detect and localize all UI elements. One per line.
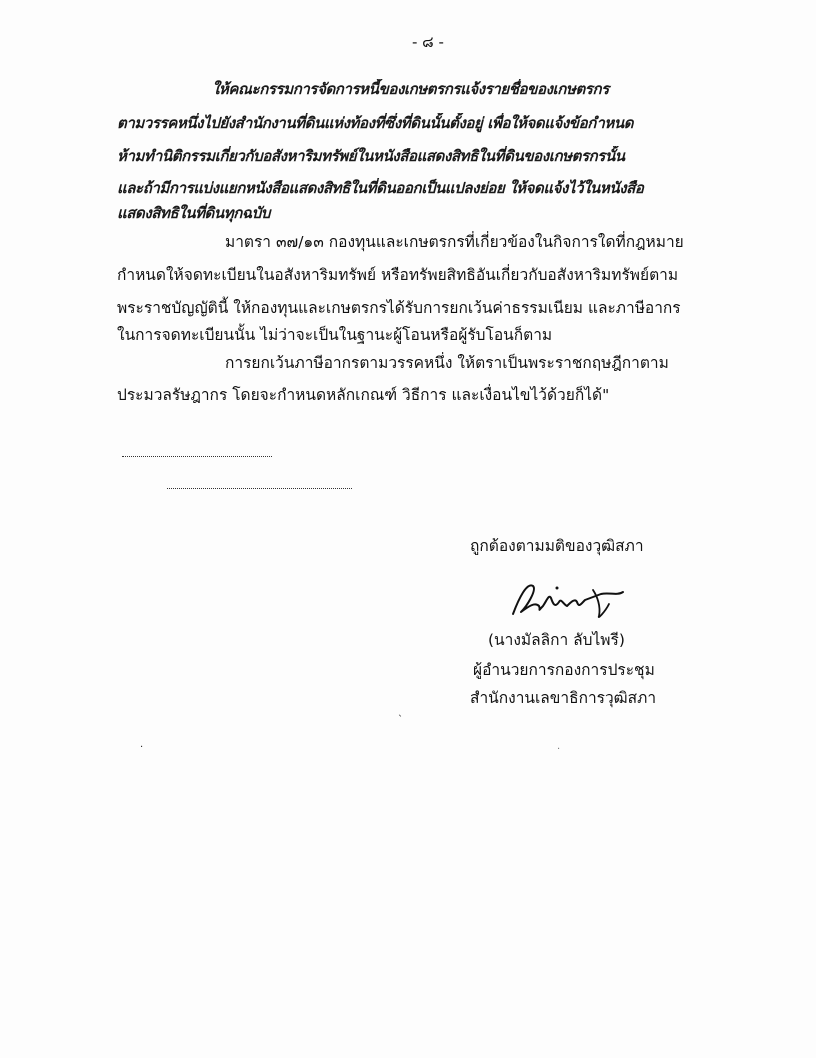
struck-line-2: ตามวรรคหนึ่งไปยังสำนักงานที่ดินแห่งท้องที่ซึ่งที่ดินนั้นตั้งอยู่ เพื่อให้จดแจ้งข้อกำหนด [117,114,634,132]
dotted-line-1 [122,456,272,457]
certification-statement: ถูกต้องตามมติของวุฒิสภา [470,537,644,555]
struck-line-1: ให้คณะกรรมการจัดการหนี้ของเกษตรกรแจ้งรายชื่อของเกษตรกร [212,80,609,98]
struck-line-5: แสดงสิทธิในที่ดินทุกฉบับ [117,204,270,222]
page-number: - ๘ - [412,33,444,51]
struck-line-4: และถ้ามีการแบ่งแยกหนังสือแสดงสิทธิในที่ดินออกเป็นแปลงย่อย ให้จดแจ้งไว้ในหนังสือ [117,179,644,197]
tax-line-2: ประมวลรัษฎากร โดยจะกำหนดหลักเกณฑ์ วิธีการ และเงื่อนไขไว้ด้วยก็ได้" [117,386,610,404]
scan-speck: · [557,744,561,755]
signatory-name: (นางมัลลิกา ลับไพรี) [488,631,625,649]
section-line-3: พระราชบัญญัตินี้ ให้กองทุนและเกษตรกรได้รับการยกเว้นค่าธรรมเนียม และภาษีอากร [117,299,681,317]
tax-line-1: การยกเว้นภาษีอากรตามวรรคหนึ่ง ให้ตราเป็นพระราชกฤษฎีกาตาม [225,354,669,372]
section-line-2: กำหนดให้จดทะเบียนในอสังหาริมทรัพย์ หรือทรัพยสิทธิอันเกี่ยวกับอสังหาริมทรัพย์ตาม [117,266,679,284]
dotted-line-2 [167,488,352,489]
signature-image [505,576,635,621]
signatory-office: สำนักงานเลขาธิการวุฒิสภา [470,689,657,707]
struck-line-3: ห้ามทำนิติกรรมเกี่ยวกับอสังหาริมทรัพย์ในหนังสือแสดงสิทธิในที่ดินของเกษตรกรนั้น [117,147,625,165]
signatory-position: ผู้อำนวยการกองการประชุม [473,661,655,679]
scan-speck: ˎ [398,706,403,717]
section-line-4: ในการจดทะเบียนนั้น ไม่ว่าจะเป็นในฐานะผู้โอนหรือผู้รับโอนก็ตาม [117,326,553,344]
section-line-1: มาตรา ๓๗/๑๓ กองทุนและเกษตรกรที่เกี่ยวข้องในกิจการใดที่กฎหมาย [225,233,684,251]
scan-speck: · [140,742,144,753]
